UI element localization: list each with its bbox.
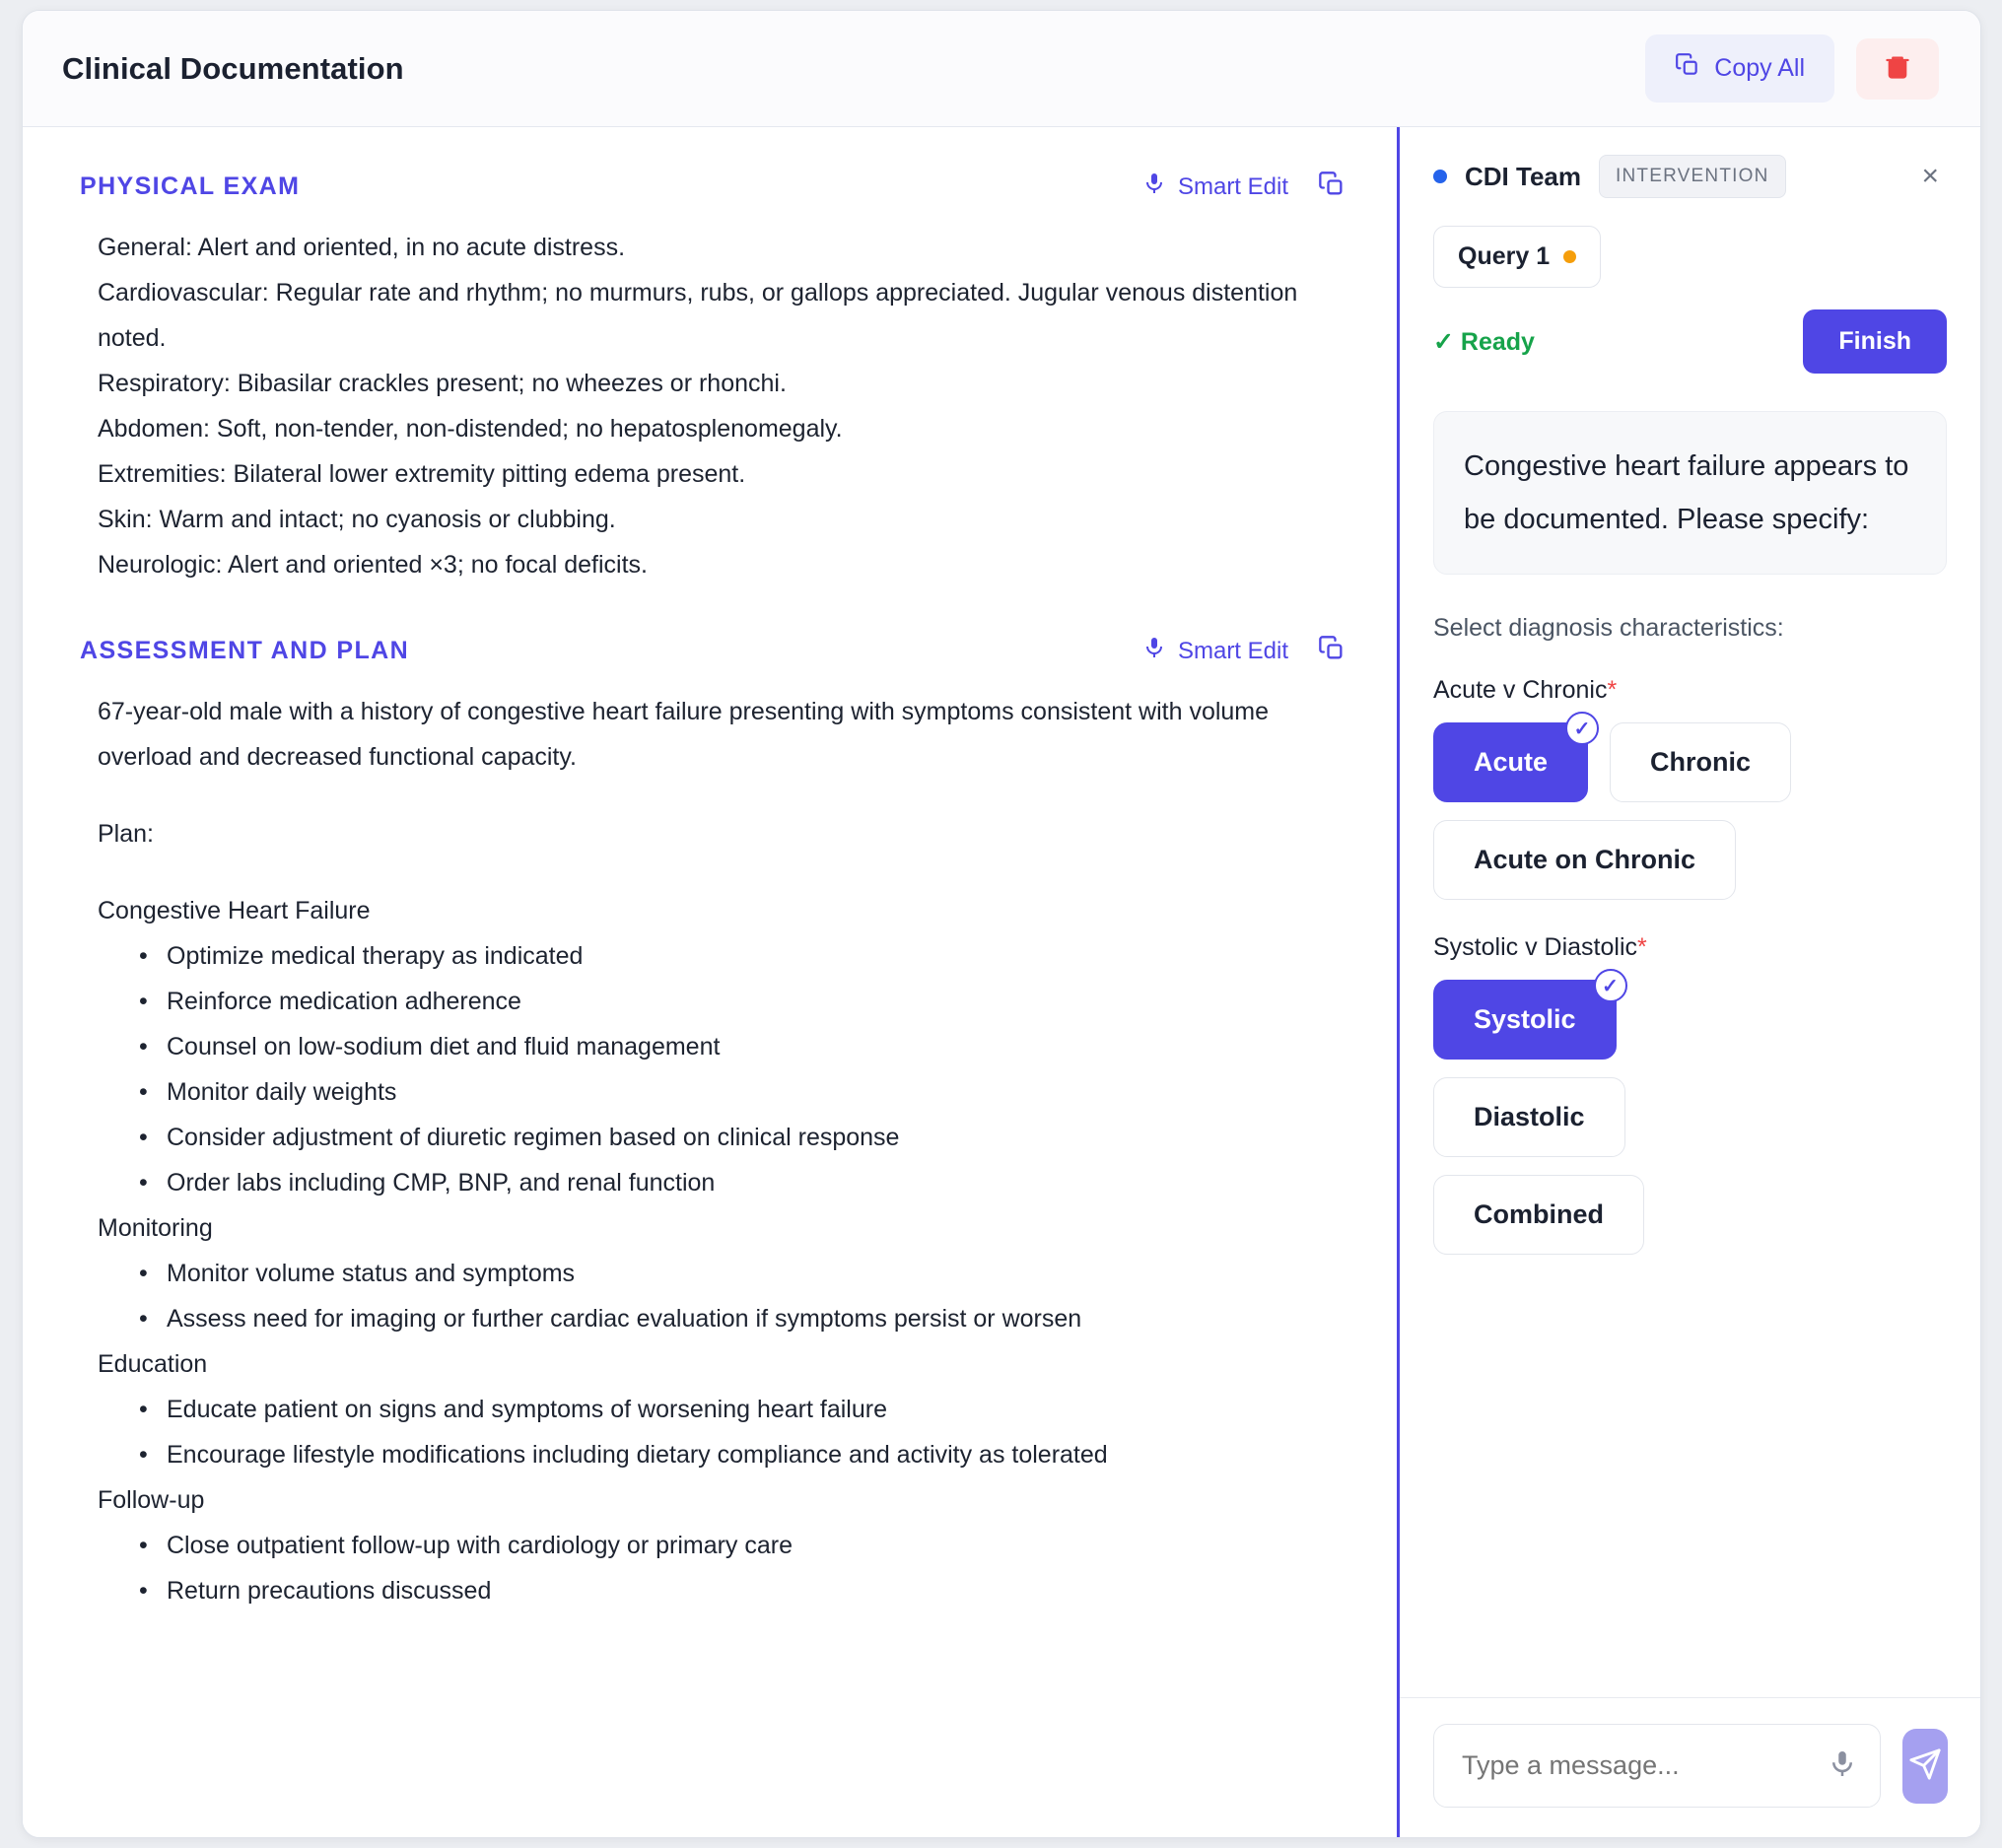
smart-edit-button-physical-exam[interactable] [1142,171,1288,202]
spacer [98,856,1346,888]
app-header [23,11,1980,127]
status-badge: INTERVENTION [1599,155,1786,198]
status-dot-icon [1433,170,1447,183]
options-systolic [1433,975,1947,1060]
send-icon [1908,1747,1942,1784]
header-actions [1645,34,1939,103]
message-input-wrapper [1433,1724,1881,1808]
microphone-icon [1142,171,1166,202]
options-combined [1433,1175,1947,1255]
ready-status: ✓ Ready [1433,327,1535,356]
section-title: PHYSICAL EXAM [80,172,301,200]
list-item: • Monitor volume status and symptoms [139,1251,1346,1296]
option-label: Chronic [1650,747,1752,777]
option-diastolic[interactable] [1433,1077,1625,1157]
unresolved-dot-icon [1563,250,1576,263]
list-item: • Encourage lifestyle modifications including dietary compliance and activity as tolerated [139,1432,1346,1477]
delete-all-button[interactable] [1856,38,1939,100]
trash-icon [1884,53,1911,84]
assessment-and-plan-text [80,689,1346,1613]
list-item: • Counsel on low-sodium diet and fluid management [139,1024,1346,1069]
group-label-systolic-v-diastolic [1433,933,1947,962]
message-input[interactable] [1433,1724,1881,1808]
options-diastolic [1433,1077,1947,1157]
list-item: • Optimize medical therapy as indicated [139,933,1346,979]
select-characteristics-label: Select diagnosis characteristics: [1433,614,1784,642]
copy-all-button[interactable] [1645,34,1834,103]
group-label-acute-v-chronic [1433,676,1947,705]
smart-edit-label: Smart Edit [1177,172,1288,200]
send-button[interactable] [1902,1729,1948,1804]
smart-edit-button-assessment-and-plan[interactable] [1142,636,1288,666]
plan-group-title: Follow-up [98,1486,205,1514]
tab-query-1[interactable] [1433,226,1601,288]
list-item: • Educate patient on signs and symptoms of worsening heart failure [139,1387,1346,1432]
spacer [98,780,1346,811]
options-acute-v-chronic [1433,718,1947,802]
list-item: • Monitor daily weights [139,1069,1346,1115]
option-combined[interactable] [1433,1175,1644,1255]
exam-line: Extremities: Bilateral lower extremity pitting edema present. [98,460,746,488]
section-tools [1142,635,1346,667]
option-systolic[interactable] [1433,975,1619,1060]
copy-icon-physical-exam[interactable] [1318,171,1346,203]
copy-all-label: Copy All [1714,54,1805,82]
list-item: • Reinforce medication adherence [139,979,1346,1024]
plan-group-list [98,1523,1346,1613]
group-label-text: Systolic v Diastolic [1433,933,1637,961]
finish-button[interactable]: Finish [1803,309,1947,374]
section-title: ASSESSMENT AND PLAN [80,637,410,664]
list-item: • Order labs including CMP, BNP, and renal function [139,1160,1346,1205]
assessment-summary: 67-year-old male with a history of congestive heart failure presenting with symptoms consistent with volume overload and decreased functional capacity. [98,698,1270,771]
exam-line: Neurologic: Alert and oriented ×3; no focal deficits. [98,551,648,579]
clinical-documentation-window [22,10,1981,1838]
check-icon: ✓ [1594,969,1627,1002]
cdi-panel-header [1400,127,1980,220]
option-label: Acute on Chronic [1474,845,1696,874]
option-label: Systolic [1474,1004,1576,1034]
plan-group-title: Congestive Heart Failure [98,897,371,924]
option-acute-on-chronic[interactable] [1433,820,1736,900]
plan-group-title: Monitoring [98,1214,213,1242]
query-chip-label: Query 1 [1458,242,1551,270]
query-tabs [1400,220,1980,308]
plan-group-list [98,1251,1346,1341]
plan-group-list [98,933,1346,1205]
plan-group-title: Education [98,1350,208,1378]
plan-label: Plan: [98,820,154,848]
document-pane [23,127,1397,1837]
required-marker: * [1607,676,1618,704]
message-composer [1400,1697,1980,1837]
smart-edit-label: Smart Edit [1177,637,1288,664]
cdi-panel-title: CDI Team [1465,161,1581,191]
plan-group-list [98,1387,1346,1477]
exam-line: Abdomen: Soft, non-tender, non-distended; no hepatosplenomegaly. [98,415,843,443]
required-marker: * [1637,933,1647,961]
list-item: • Close outpatient follow-up with cardiology or primary care [139,1523,1346,1568]
check-icon: ✓ [1565,712,1599,745]
exam-line: Skin: Warm and intact; no cyanosis or clubbing. [98,506,616,533]
physical-exam-text [80,225,1346,587]
close-icon[interactable]: × [1921,160,1939,192]
main-body [23,127,1980,1837]
microphone-icon [1142,636,1166,666]
query-status-row [1400,308,1980,387]
list-item: • Return precautions discussed [139,1568,1346,1613]
option-label: Diastolic [1474,1102,1585,1131]
exam-line: Respiratory: Bibasilar crackles present; no wheezes or rhonchi. [98,370,787,397]
list-item: • Assess need for imaging or further cardiac evaluation if symptoms persist or worsen [139,1296,1346,1341]
copy-icon-assessment-and-plan[interactable] [1318,635,1346,667]
query-message: Congestive heart failure appears to be documented. Please specify: [1433,411,1947,575]
option-label: Combined [1474,1199,1604,1229]
option-chronic[interactable] [1610,722,1791,802]
page-title: Clinical Documentation [62,50,404,86]
section-header-physical-exam [80,171,1346,203]
section-header-assessment-and-plan [80,635,1346,667]
list-item: • Consider adjustment of diuretic regimen based on clinical response [139,1115,1346,1160]
copy-icon [1675,52,1700,85]
panel-spacer [1400,1255,1980,1697]
cdi-panel [1397,127,1980,1837]
microphone-icon[interactable] [1828,1748,1857,1783]
section-tools [1142,171,1346,203]
exam-line: Cardiovascular: Regular rate and rhythm; no murmurs, rubs, or gallops appreciated. Jugular venous distention noted. [98,279,1298,352]
option-acute[interactable] [1433,718,1591,802]
exam-line: General: Alert and oriented, in no acute distress. [98,234,626,261]
options-acute-v-chronic-row2 [1433,820,1947,900]
group-label-text: Acute v Chronic [1433,676,1608,704]
option-label: Acute [1474,747,1549,777]
